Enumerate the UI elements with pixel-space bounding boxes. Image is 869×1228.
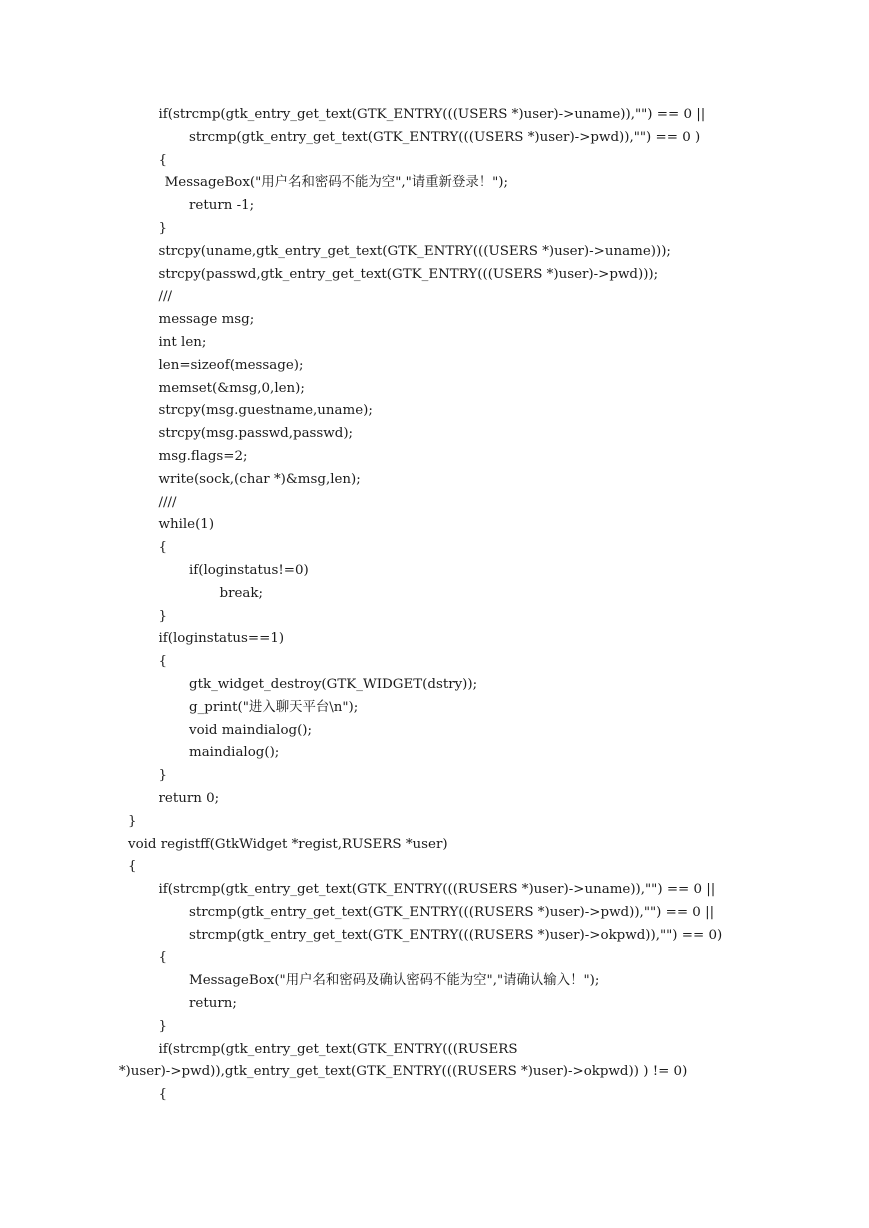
code-line-text: } bbox=[158, 1018, 168, 1034]
code-line bbox=[0, 355, 869, 378]
code-line-text: strcpy(uname,gtk_entry_get_text(GTK_ENTRY(((USERS *)user)->uname))); bbox=[158, 243, 671, 259]
code-line bbox=[0, 218, 869, 241]
code-line bbox=[0, 1016, 869, 1039]
code-line-text: void registff(GtkWidget *regist,RUSERS *user) bbox=[128, 836, 448, 852]
code-line bbox=[0, 332, 869, 355]
code-line-text: *)user)->pwd)),gtk_entry_get_text(GTK_ENTRY(((RUSERS *)user)->okpwd)) ) != 0) bbox=[118, 1064, 688, 1080]
code-line-text: if(loginstatus==1) bbox=[158, 631, 285, 647]
code-line bbox=[0, 856, 869, 879]
code-line-text: break; bbox=[219, 585, 264, 601]
code-line-text: gtk_widget_destroy(GTK_WIDGET(dstry)); bbox=[189, 676, 478, 692]
code-line bbox=[0, 902, 869, 925]
code-line-text: return -1; bbox=[189, 198, 255, 214]
code-line-text: message msg; bbox=[158, 312, 255, 328]
code-line bbox=[0, 925, 869, 948]
code-line bbox=[0, 811, 869, 834]
code-line-text: len=sizeof(message); bbox=[158, 357, 304, 373]
code-line-text: strcmp(gtk_entry_get_text(GTK_ENTRY(((USERS *)user)->pwd)),"") == 0 ) bbox=[189, 129, 701, 145]
code-line bbox=[0, 172, 869, 195]
code-line-text: return 0; bbox=[158, 790, 220, 806]
code-line-text: while(1) bbox=[158, 517, 215, 533]
code-line-text: MessageBox("用户名和密码不能为空","请重新登录！"); bbox=[164, 175, 509, 191]
code-line-text: { bbox=[158, 1087, 168, 1103]
code-line-text: msg.flags=2; bbox=[158, 448, 248, 464]
code-line-text: strcpy(msg.guestname,uname); bbox=[158, 403, 373, 419]
code-line bbox=[0, 834, 869, 857]
code-line-text: /// bbox=[158, 289, 173, 305]
code-line-text: write(sock,(char *)&msg,len); bbox=[158, 471, 361, 487]
code-line bbox=[0, 423, 869, 446]
code-line bbox=[0, 720, 869, 743]
code-line-text: strcpy(passwd,gtk_entry_get_text(GTK_ENTRY(((USERS *)user)->pwd))); bbox=[158, 266, 659, 282]
code-line bbox=[0, 788, 869, 811]
code-line-text: } bbox=[158, 608, 168, 624]
code-line bbox=[0, 469, 869, 492]
code-line-text: strcmp(gtk_entry_get_text(GTK_ENTRY(((RUSERS *)user)->okpwd)),"") == 0) bbox=[189, 927, 723, 943]
code-line-text: { bbox=[158, 654, 168, 670]
code-line bbox=[0, 241, 869, 264]
code-line-text: strcmp(gtk_entry_get_text(GTK_ENTRY(((RUSERS *)user)->pwd)),"") == 0 || bbox=[189, 904, 715, 920]
code-line-text: maindialog(); bbox=[189, 745, 280, 761]
code-line bbox=[0, 514, 869, 537]
code-line bbox=[0, 378, 869, 401]
code-line bbox=[0, 1061, 869, 1084]
code-line bbox=[0, 970, 869, 993]
code-line bbox=[0, 879, 869, 902]
code-line-text: //// bbox=[158, 494, 177, 510]
code-line-text: void maindialog(); bbox=[189, 722, 313, 738]
code-line-text: } bbox=[158, 768, 168, 784]
code-line-text: int len; bbox=[158, 334, 207, 350]
code-line bbox=[0, 742, 869, 765]
code-line bbox=[0, 309, 869, 332]
code-line bbox=[0, 947, 869, 970]
code-line bbox=[0, 697, 869, 720]
code-line-text: if(strcmp(gtk_entry_get_text(GTK_ENTRY(((USERS *)user)->uname)),"") == 0 || bbox=[158, 107, 706, 122]
code-line-text: if(loginstatus!=0) bbox=[189, 562, 309, 578]
code-line bbox=[0, 651, 869, 674]
code-line bbox=[0, 674, 869, 697]
code-line bbox=[0, 150, 869, 173]
code-line bbox=[0, 104, 869, 127]
code-line bbox=[0, 492, 869, 515]
code-line-text: if(strcmp(gtk_entry_get_text(GTK_ENTRY(((RUSERS bbox=[158, 1041, 518, 1057]
code-line bbox=[0, 1084, 869, 1107]
code-block bbox=[0, 104, 869, 1107]
code-line bbox=[0, 195, 869, 218]
code-line-text: MessageBox("用户名和密码及确认密码不能为空","请确认输入！"); bbox=[189, 973, 600, 989]
code-line-text: strcpy(msg.passwd,passwd); bbox=[158, 426, 354, 442]
code-line bbox=[0, 606, 869, 629]
code-line bbox=[0, 264, 869, 287]
code-line bbox=[0, 560, 869, 583]
code-line bbox=[0, 628, 869, 651]
code-line bbox=[0, 993, 869, 1016]
code-line bbox=[0, 400, 869, 423]
code-line bbox=[0, 537, 869, 560]
code-line-text: memset(&msg,0,len); bbox=[158, 380, 305, 396]
code-line-text: return; bbox=[189, 996, 237, 1012]
code-line-text: g_print("进入聊天平台\n"); bbox=[189, 699, 359, 715]
code-line bbox=[0, 765, 869, 788]
code-line-text: { bbox=[158, 540, 168, 556]
code-line bbox=[0, 127, 869, 150]
code-line bbox=[0, 446, 869, 469]
code-line-text: { bbox=[158, 950, 168, 966]
code-line-text: } bbox=[128, 813, 137, 829]
code-line bbox=[0, 1039, 869, 1062]
code-line-text: if(strcmp(gtk_entry_get_text(GTK_ENTRY(((RUSERS *)user)->uname)),"") == 0 || bbox=[158, 882, 716, 898]
code-line bbox=[0, 286, 869, 309]
code-line-text: { bbox=[158, 152, 168, 168]
code-line-text: { bbox=[128, 859, 137, 875]
code-line-text: } bbox=[158, 220, 168, 236]
code-line bbox=[0, 583, 869, 606]
